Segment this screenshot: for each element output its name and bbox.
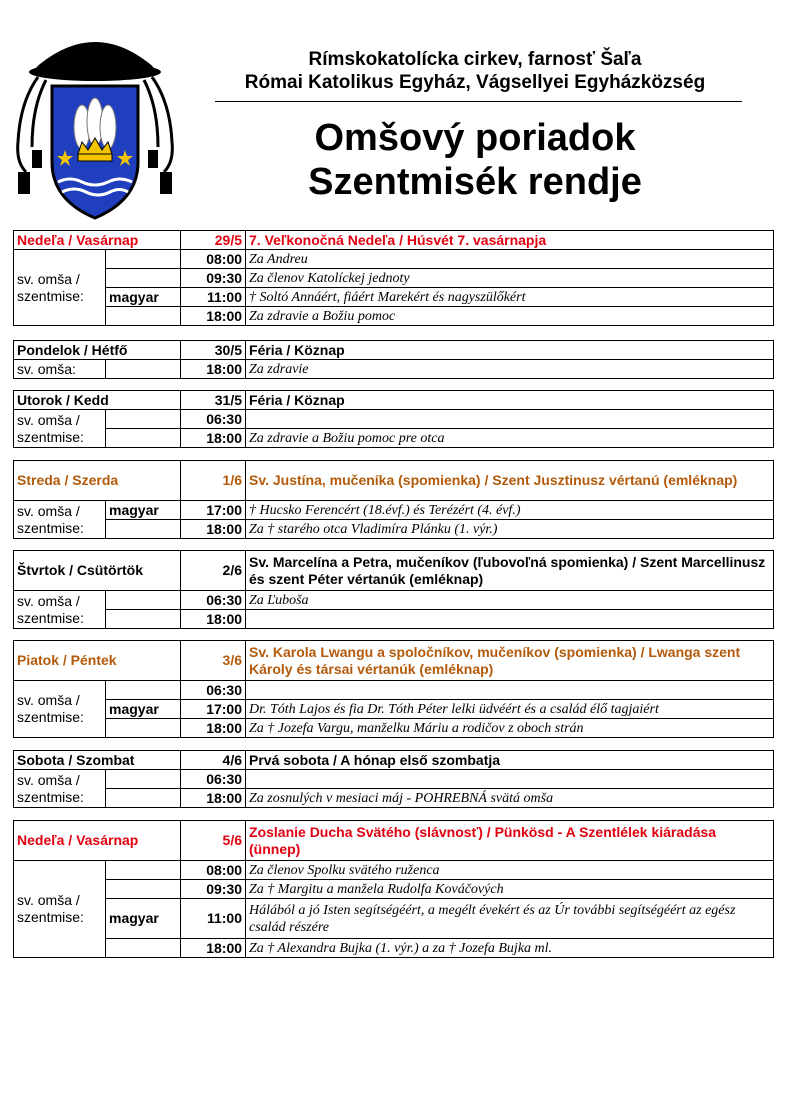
mass-intention: Za Andreu — [246, 250, 774, 269]
parish-name — [210, 48, 740, 94]
mass-time: 09:30 — [181, 880, 246, 899]
mass-label — [14, 770, 106, 808]
mass-intention: Za zdravie a Božiu pomoc — [246, 307, 774, 326]
mass-intention — [246, 770, 774, 789]
mass-label — [14, 591, 106, 629]
day-header-row — [14, 341, 774, 360]
day-description: Prvá sobota / A hónap első szombatja — [246, 751, 774, 770]
mass-row — [14, 861, 774, 880]
mass-language — [106, 307, 181, 326]
mass-language: magyar — [106, 501, 181, 520]
title-sk: Omšový poriadok — [314, 117, 636, 159]
day-header-row — [14, 641, 774, 681]
mass-row — [14, 269, 774, 288]
day-description: Sv. Marcelína a Petra, mučeníkov (ľubovoľná spomienka) / Szent Marcellinusz és szent Péter vértanúk (emléknap) — [246, 551, 774, 591]
title-hu: Szentmisék rendje — [308, 161, 642, 203]
day-block — [13, 640, 774, 738]
day-header-row — [14, 461, 774, 501]
mass-label-line: sv. omša / — [17, 502, 80, 519]
day-block — [13, 230, 774, 326]
mass-language — [106, 681, 181, 700]
mass-row — [14, 429, 774, 448]
day-block — [13, 340, 774, 379]
day-header-row — [14, 391, 774, 410]
day-date: 4/6 — [181, 751, 246, 770]
mass-label-line: szentmise: — [17, 519, 84, 536]
day-name: Štvrtok / Csütörtök — [14, 551, 181, 591]
day-header-row — [14, 551, 774, 591]
day-name: Nedeľa / Vasárnap — [14, 231, 181, 250]
mass-time: 06:30 — [181, 591, 246, 610]
day-description: Féria / Köznap — [246, 341, 774, 360]
day-description: Sv. Justína, mučeníka (spomienka) / Szent Jusztinusz vértanú (emléknap) — [246, 461, 774, 501]
mass-language — [106, 250, 181, 269]
mass-intention: Za zdravie a Božiu pomoc pre otca — [246, 429, 774, 448]
mass-label — [14, 360, 106, 379]
mass-language — [106, 719, 181, 738]
mass-time: 06:30 — [181, 681, 246, 700]
day-block — [13, 820, 774, 958]
mass-language — [106, 939, 181, 958]
mass-row — [14, 501, 774, 520]
mass-label-line: szentmise: — [17, 788, 84, 805]
day-block — [13, 390, 774, 448]
day-description: 7. Veľkonočná Nedeľa / Húsvét 7. vasárnapja — [246, 231, 774, 250]
mass-time: 18:00 — [181, 939, 246, 958]
mass-row — [14, 288, 774, 307]
day-date: 2/6 — [181, 551, 246, 591]
mass-intention: Za členov Spolku svätého ruženca — [246, 861, 774, 880]
day-header-row — [14, 821, 774, 861]
day-name: Pondelok / Hétfő — [14, 341, 181, 360]
mass-language — [106, 360, 181, 379]
day-header-row — [14, 751, 774, 770]
page-title — [210, 116, 740, 204]
mass-intention: Za zosnulých v mesiaci máj - POHREBNÁ svätá omša — [246, 789, 774, 808]
mass-row — [14, 307, 774, 326]
mass-label-line: szentmise: — [17, 609, 84, 626]
mass-language — [106, 770, 181, 789]
day-name: Utorok / Kedd — [14, 391, 181, 410]
day-date: 31/5 — [181, 391, 246, 410]
mass-row — [14, 880, 774, 899]
mass-language — [106, 269, 181, 288]
mass-row — [14, 591, 774, 610]
mass-time: 06:30 — [181, 410, 246, 429]
mass-intention: Za † Margitu a manžela Rudolfa Kováčových — [246, 880, 774, 899]
day-block — [13, 460, 774, 539]
mass-label-line: sv. omša / — [17, 771, 80, 788]
mass-label-line: sv. omša / — [17, 892, 80, 908]
mass-row — [14, 360, 774, 379]
mass-label-line: szentmise: — [17, 909, 84, 925]
parish-name-hu: Római Katolikus Egyház, Vágsellyei Egyházközség — [244, 72, 706, 93]
mass-language: magyar — [106, 899, 181, 939]
parish-name-sk: Rímskokatolícka cirkev, farnosť Šaľa — [308, 49, 642, 70]
mass-time: 18:00 — [181, 360, 246, 379]
mass-row — [14, 681, 774, 700]
mass-row — [14, 789, 774, 808]
mass-label — [14, 861, 106, 958]
mass-language — [106, 410, 181, 429]
day-block — [13, 550, 774, 629]
mass-row — [14, 899, 774, 939]
mass-language — [106, 861, 181, 880]
mass-label-line: szentmise: — [17, 709, 84, 725]
mass-time: 17:00 — [181, 501, 246, 520]
mass-language — [106, 789, 181, 808]
day-date: 29/5 — [181, 231, 246, 250]
mass-language — [106, 610, 181, 629]
mass-intention — [246, 610, 774, 629]
mass-row — [14, 700, 774, 719]
mass-row — [14, 939, 774, 958]
mass-row — [14, 520, 774, 539]
day-description: Zoslanie Ducha Svätého (slávnosť) / Pünkösd - A Szentlélek kiáradása (ünnep) — [246, 821, 774, 861]
mass-intention: Hálából a jó Isten segítségéért, a megélt évekért és az Úr további segítségéért az egész család részére — [246, 899, 774, 939]
day-header-row — [14, 231, 774, 250]
mass-label — [14, 501, 106, 539]
mass-intention: Dr. Tóth Lajos és fia Dr. Tóth Péter lelki üdvéért és a család élő tagjaiért — [246, 700, 774, 719]
mass-intention: † Soltó Annáért, fiáért Marekért és nagyszülőkért — [246, 288, 774, 307]
coat-of-arms-icon — [10, 22, 180, 222]
mass-label — [14, 250, 106, 326]
mass-language: magyar — [106, 700, 181, 719]
mass-time: 17:00 — [181, 700, 246, 719]
mass-language: magyar — [106, 288, 181, 307]
mass-time: 18:00 — [181, 789, 246, 808]
mass-intention — [246, 410, 774, 429]
day-block — [13, 750, 774, 808]
mass-time: 18:00 — [181, 307, 246, 326]
mass-time: 11:00 — [181, 288, 246, 307]
mass-label — [14, 681, 106, 738]
mass-time: 08:00 — [181, 250, 246, 269]
mass-language — [106, 520, 181, 539]
day-name: Streda / Szerda — [14, 461, 181, 501]
day-name: Sobota / Szombat — [14, 751, 181, 770]
mass-label-line: sv. omša / — [17, 692, 80, 708]
mass-intention: Za † starého otca Vladimíra Plánku (1. výr.) — [246, 520, 774, 539]
mass-label-line: sv. omša: — [17, 360, 76, 377]
mass-time: 18:00 — [181, 610, 246, 629]
day-description: Sv. Karola Lwangu a spoločníkov, mučeníkov (spomienka) / Lwanga szent Károly és társai vértanúk (emléknap) — [246, 641, 774, 681]
mass-label-line: szentmise: — [17, 287, 84, 304]
mass-time: 08:00 — [181, 861, 246, 880]
header-divider — [215, 101, 742, 102]
day-name: Piatok / Péntek — [14, 641, 181, 681]
mass-label-line: sv. omša / — [17, 411, 80, 428]
mass-row — [14, 719, 774, 738]
mass-intention: Za Ľuboša — [246, 591, 774, 610]
mass-label-line: sv. omša / — [17, 592, 80, 609]
mass-intention — [246, 681, 774, 700]
mass-language — [106, 429, 181, 448]
day-name: Nedeľa / Vasárnap — [14, 821, 181, 861]
mass-language — [106, 880, 181, 899]
mass-time: 09:30 — [181, 269, 246, 288]
day-date: 3/6 — [181, 641, 246, 681]
mass-intention: Za † Alexandra Bujka (1. výr.) a za † Jozefa Bujka ml. — [246, 939, 774, 958]
mass-row — [14, 250, 774, 269]
day-date: 5/6 — [181, 821, 246, 861]
mass-time: 18:00 — [181, 429, 246, 448]
mass-label-line: sv. omša / — [17, 270, 80, 287]
mass-intention: Za členov Katolíckej jednoty — [246, 269, 774, 288]
mass-intention: † Hucsko Ferencért (18.évf.) és Terézért (4. évf.) — [246, 501, 774, 520]
mass-time: 11:00 — [181, 899, 246, 939]
mass-intention: Za † Jozefa Vargu, manželku Máriu a rodičov z oboch strán — [246, 719, 774, 738]
day-description: Féria / Köznap — [246, 391, 774, 410]
mass-time: 18:00 — [181, 520, 246, 539]
mass-label — [14, 410, 106, 448]
mass-language — [106, 591, 181, 610]
mass-time: 06:30 — [181, 770, 246, 789]
mass-label-line: szentmise: — [17, 428, 84, 445]
mass-row — [14, 770, 774, 789]
mass-time: 18:00 — [181, 719, 246, 738]
mass-row — [14, 610, 774, 629]
day-date: 1/6 — [181, 461, 246, 501]
mass-row — [14, 410, 774, 429]
day-date: 30/5 — [181, 341, 246, 360]
mass-intention: Za zdravie — [246, 360, 774, 379]
